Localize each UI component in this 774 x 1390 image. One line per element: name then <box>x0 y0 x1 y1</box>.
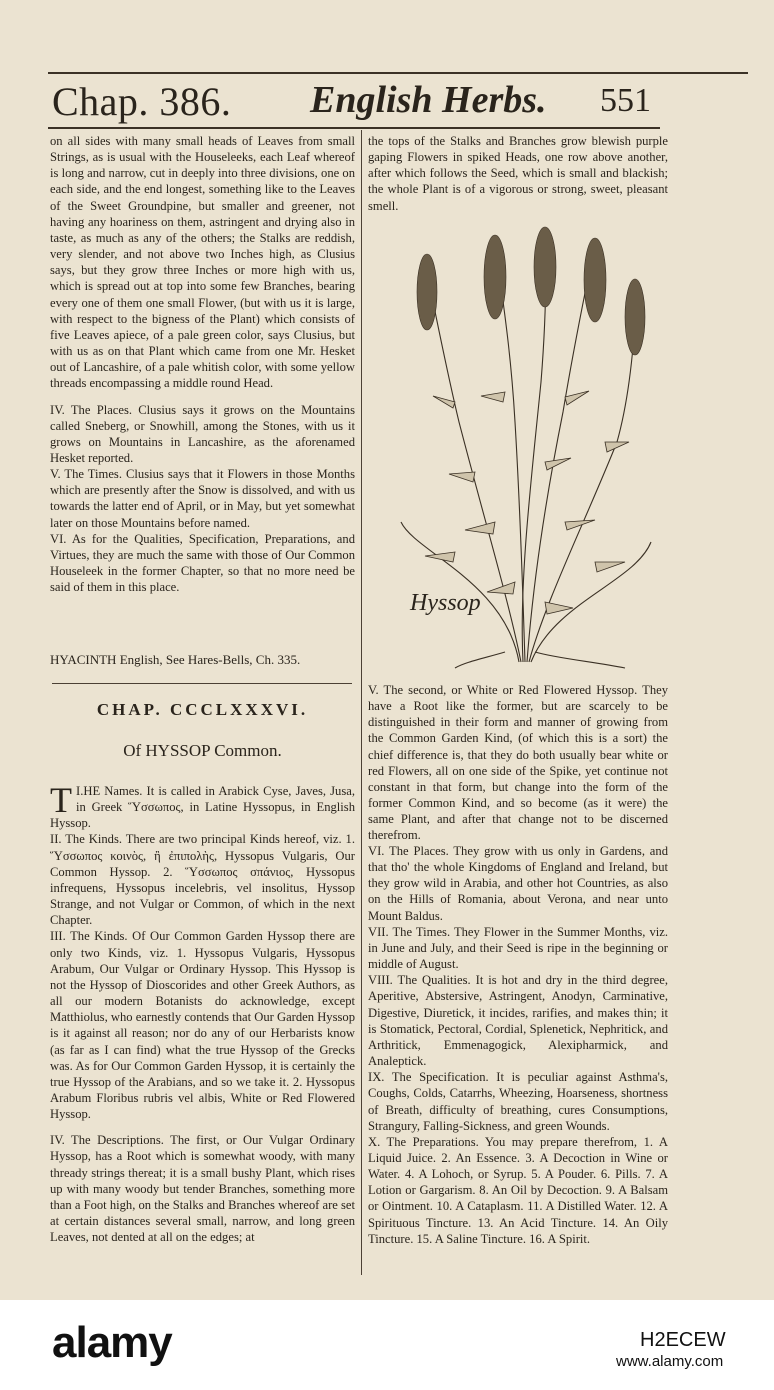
left-column-bottom <box>50 780 355 1245</box>
header-rule <box>48 127 660 129</box>
paragraph: IV. The Places. Clusius says it grows on the Mountains called Sneberg, or Snowhill, among the Stones, with us it grows on Mountains in Lancashire, as the aforenamed Hesket reported. <box>50 402 355 465</box>
watermark-url: www.alamy.com <box>616 1353 724 1370</box>
chapter-number: CHAP. CCCLXXXVI. <box>96 700 309 719</box>
paragraph: X. The Preparations. You may prepare therefrom, 1. A Liquid Juice. 2. An Essence. 3. A Decoction in Wine or Water. 4. A Lohoch, or Syrup. 5. A Pouder. 6. Pills. 7. A Lotion or Gargarism. 8. An Oil by Decoction. 9. A Balsam or Ointment. 10. A Cataplasm. 11. A Distilled Water. 12. A Spirituous Tincture. 13. An Acid Tincture. 14. An Oily Tincture. 15. A Saline Tincture. 16. A Spirit. <box>368 1134 668 1246</box>
paragraph: the tops of the Stalks and Branches grow blewish purple gaping Flowers in spiked Heads, one row above another, after which follows the Seed, which is small and blackish; the whole Plant is of a vigorous or strong, sweet, pleasant smell. <box>368 134 668 213</box>
left-column-top <box>50 133 355 595</box>
paragraph <box>50 780 355 831</box>
paragraph: II. The Kinds. There are two principal Kinds hereof, viz. 1. Ὕσσωπος κοινὸς, ἢ ἐπιπολὴς, Hyssopus Vulgaris, Our Common Hyssop. 2. Ὕσσωπος σπάνιος, Hyssopus infrequens, Hyssopus incelebris, vel insolitus, Hyssop Strange, and not Vulgar or Common, of which in the next Chapter. <box>50 832 355 928</box>
illustration-caption: Hyssop <box>410 590 481 616</box>
column-divider <box>361 130 362 1275</box>
paragraph: VI. As for the Qualities, Specification, Preparations, and Virtues, they are much the same with those of Our Common Houseleek in the former Chapter, so that no more need be said of them in this place. <box>50 531 355 595</box>
chapter-title: Of HYSSOP Common. <box>123 741 282 760</box>
paragraph: IV. The Descriptions. The first, or Our Vulgar Ordinary Hyssop, has a Root which is somewhat woody, with many thready strings thereat; it is a small bushy Plant, which rises up with many woody but tender Branches, something more than a Foot high, on the Stalks and Branches whereof are set at certain distances several small, narrow, and long green Leaves, not dented at all on the edges; at <box>50 1133 355 1245</box>
cross-reference: HYACINTH English, See Hares-Bells, Ch. 335. <box>50 652 301 667</box>
header-title: English Herbs. <box>310 79 547 121</box>
paragraph: V. The second, or White or Red Flowered Hyssop. They have a Root like the former, but are scarcely to be distinguished in their form and manner of growing from the Common Garden Kind, (of which this is a sort) the chief difference is, that they do both usually bear white or red Flowers, all on one side of the Spike, yet continue not constant in that form, but change into the form of the former Common Kind, and so become (as it were) the same Plant, and after that change not to be discerned therefrom. <box>368 683 668 843</box>
page-number: 551 <box>600 82 651 119</box>
right-column-top <box>368 133 668 214</box>
paragraph: VIII. The Qualities. It is hot and dry in the third degree, Aperitive, Abstersive, Astringent, Anodyn, Carminative, Digestive, Diuretick, it incides, rarifies, and makes thin; it is Stomatick, Pectoral, Cordial, Splenetick, Nephritick, and Arthritick, Emmenagogick, Alexipharmick, and Analeptick. <box>368 973 668 1069</box>
right-column-bottom <box>368 843 668 1247</box>
header-chapter: Chap. 386. <box>52 79 232 124</box>
para-number: I. <box>76 784 84 798</box>
paragraph: VI. The Places. They grow with us only in Gardens, and that tho' the whole Kingdoms of England and Ireland, but they grow wild in Arabia, and other hot Countries, as also on the Hills of Romania, about Verona, and near unto Mount Baldus. <box>368 844 668 923</box>
paragraph: on all sides with many small heads of Leaves from small Strings, as is usual with the Houseleeks, each Leaf whereof is long and narrow, cut in deeply into three divisions, one on each side, and the end longest, something like to the Leaves of the Sweet Groundpine, but smaller and greener, not having any hoariness on them, astringent and drying also in taste, as much as any of the others; the Stalks are reddish, very slender, and not above two Inches high, as Clusius says, but they grow three Inches or more high with us, which is spread out at top into some few Branches, bearing every one of them one small Flower, (but with us it is large, with respect to the bigness of the Plant) which consists of five Leaves apiece, of a pale green color, says Clusius, but with us as on that Plant which came from one Mr. Hesket out of Lancashire, of a pale whitish color, with some yellow threads encompassing a middle round Head. <box>50 134 355 391</box>
right-column-middle <box>368 682 668 844</box>
paragraph: V. The Times. Clusius says that it Flowers in those Months which are presently after the Snow is dissolved, and with us towards the latter end of April, or in May, but yet somewhat later on those Mountains before named. <box>50 467 355 530</box>
paragraph: VII. The Times. They Flower in the Summer Months, viz. in June and July, and their Seed is ripe in the beginning or middle of August. <box>368 924 668 972</box>
top-rule <box>48 72 748 74</box>
paragraph: IX. The Specification. It is peculiar against Asthma's, Coughs, Colds, Catarrhs, Wheezing, Hoarseness, shortness of Breath, difficulty of breathing, cures Consumptions, Strangury, Falling-Sickness, and green Wounds. <box>368 1070 668 1133</box>
running-header <box>48 78 758 124</box>
section-rule <box>52 683 352 684</box>
image-id: H2ECEW <box>640 1329 726 1351</box>
paragraph: III. The Kinds. Of Our Common Garden Hyssop there are only two Kinds, viz. 1. Hyssopus Vulgaris, Hyssopus Arabum, Our Vulgar or Ordinary Hyssop. This Hyssop is not the Hyssop of Dioscorides and other Greek Authors, as all our modern Botanists do acknowledge, except Matthiolus, who earnestly contends that Our Garden Hyssop is it against all reason; nor do any of our Herbarists know (as far as I can find) what the true Hyssop of the Grecks was. As for Our Common Garden Hyssop, it is certainly the true Hyssop of the Arabians, and so we take it. 2. Hyssopus Arabum Floribus rubris vel albis, White or Red Flowered Hyssop. <box>50 929 355 1122</box>
para-text: HE Names. It is called in Arabick Cyse, Javes, Jusa, in Greek Ὕσσωπος, in Latine Hyssopus, in English Hyssop. <box>50 784 355 831</box>
alamy-logo: alamy <box>52 1318 172 1367</box>
drop-cap: T <box>50 780 72 820</box>
